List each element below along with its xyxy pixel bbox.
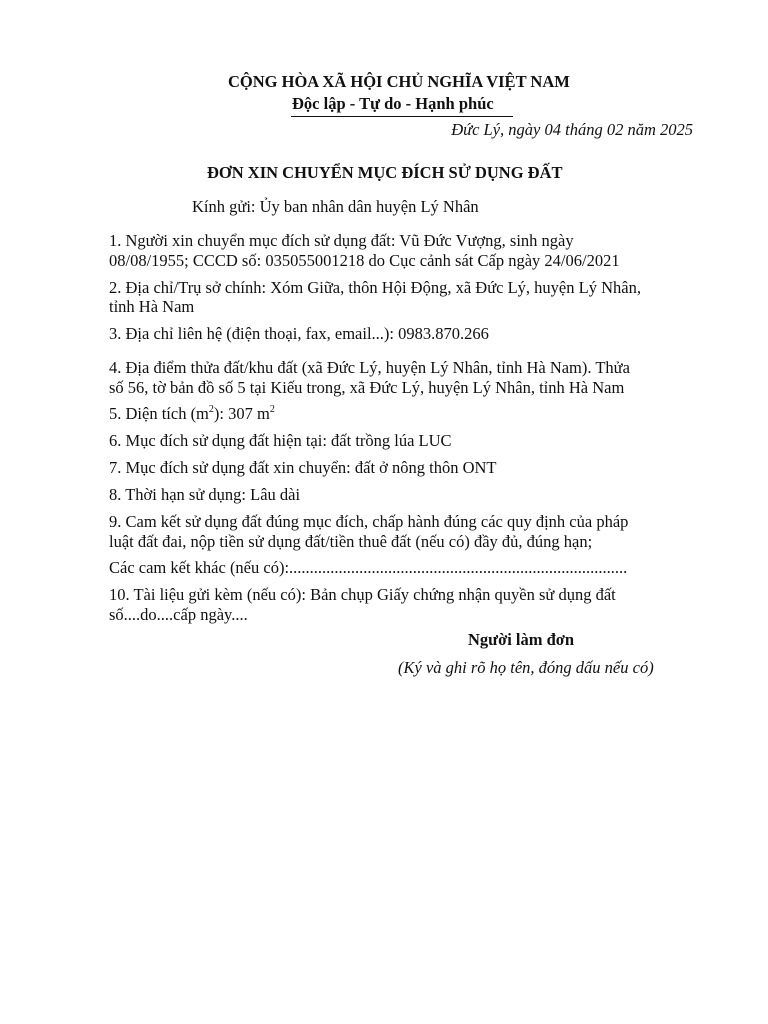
signature-note: (Ký và ghi rõ họ tên, đóng dấu nếu có) bbox=[398, 658, 654, 677]
item-1-line-1: 1. Người xin chuyển mục đích sử dụng đất: Vũ Đức Vượng, sinh ngày bbox=[109, 231, 574, 250]
item-8: 8. Thời hạn sử dụng: Lâu dài bbox=[109, 485, 301, 504]
item-4-line-2: số 56, tờ bản đồ số 5 tại Kiếu trong, xã Đức Lý, huyện Lý Nhân, tỉnh Hà Nam bbox=[109, 378, 625, 397]
item-7: 7. Mục đích sử dụng đất xin chuyển: đất ở nông thôn ONT bbox=[109, 458, 497, 477]
recipient: Kính gửi: Ủy ban nhân dân huyện Lý Nhân bbox=[192, 197, 479, 216]
item-5-sup-2: 2 bbox=[269, 403, 275, 415]
signature-label: Người làm đơn bbox=[468, 630, 575, 649]
item-10-line-1: 10. Tài liệu gửi kèm (nếu có): Bản chụp Giấy chứng nhận quyền sử dụng đất bbox=[109, 585, 616, 604]
item-5 bbox=[109, 404, 275, 424]
place-date: Đức Lý, ngày 04 tháng 02 năm 2025 bbox=[451, 120, 693, 139]
item-5-prefix: 5. Diện tích (m bbox=[109, 404, 209, 423]
item-2-line-2: tỉnh Hà Nam bbox=[109, 297, 195, 316]
item-2-line-1: 2. Địa chỉ/Trụ sở chính: Xóm Giữa, thôn Hội Động, xã Đức Lý, huyện Lý Nhân, bbox=[109, 278, 641, 297]
motto-underline bbox=[291, 116, 513, 117]
item-10-line-2: số....do....cấp ngày.... bbox=[109, 605, 248, 624]
other-commitments: Các cam kết khác (nếu có):.................................................................................. bbox=[109, 558, 628, 577]
item-6: 6. Mục đích sử dụng đất hiện tại: đất trồng lúa LUC bbox=[109, 431, 452, 450]
item-9-line-2: luật đất đai, nộp tiền sử dụng đất/tiền thuê đất (nếu có) đầy đủ, đúng hạn; bbox=[109, 532, 593, 551]
item-5-sup-1: 2 bbox=[208, 403, 214, 415]
item-4-line-1: 4. Địa điểm thửa đất/khu đất (xã Đức Lý, huyện Lý Nhân, tỉnh Hà Nam). Thửa bbox=[109, 358, 630, 377]
item-1-line-2: 08/08/1955; CCCD số: 035055001218 do Cục cảnh sát Cấp ngày 24/06/2021 bbox=[109, 251, 620, 270]
document-title: ĐƠN XIN CHUYỂN MỤC ĐÍCH SỬ DỤNG ĐẤT bbox=[207, 163, 563, 182]
item-5-mid: ): 307 m bbox=[213, 404, 270, 423]
motto: Độc lập - Tự do - Hạnh phúc bbox=[292, 94, 494, 113]
item-3: 3. Địa chỉ liên hệ (điện thoại, fax, email...): 0983.870.266 bbox=[109, 324, 489, 343]
country-header: CỘNG HÒA XÃ HỘI CHỦ NGHĨA VIỆT NAM bbox=[228, 72, 570, 91]
item-9-line-1: 9. Cam kết sử dụng đất đúng mục đích, chấp hành đúng các quy định của pháp bbox=[109, 512, 629, 531]
